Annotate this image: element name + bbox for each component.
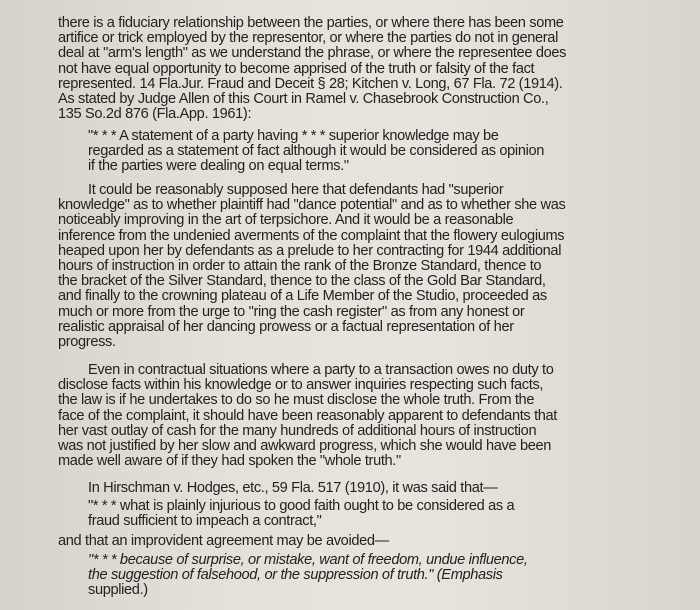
text-line: face of the complaint, it should have been reasonably apparent to defendants that [58,408,558,424]
text-line: deal at "arm's length" as we understand the phrase, or where the representee does [58,46,567,62]
paragraph-improvident-agreement [58,534,678,549]
text-line: supplied.) [88,583,148,599]
text-line: "* * * what is plainly injurious to good faith ought to be considered as a [88,499,515,514]
text-line: regarded as a statement of fact although it would be considered as opinion [88,144,545,160]
text-line: the suggestion of falsehood, or the suppression of truth." (Emphasis [88,568,503,584]
text-line: inference from the undenied averments of the complaint that the flowery eulogiums [58,228,565,244]
text-line: the bracket of the Silver Standard, thence to the class of the Gold Bar Standard, [58,274,546,290]
text-line: realistic appraisal of her dancing prowess or a factual representation of her [58,319,514,335]
block-quote-good-faith [88,499,643,529]
text-line: the law is if he undertakes to do so he must disclose the whole truth. From the [58,393,535,409]
text-line: disclose facts within his knowledge or to answer inquiries respecting such facts, [58,378,544,394]
text-line: 135 So.2d 876 (Fla.App. 1961): [58,107,252,123]
text-line: "* * * because of surprise, or mistake, want of freedom, undue influence, [88,553,528,568]
text-line: progress. [58,335,116,351]
text-line: not have equal opportunity to become apprised of the truth or falsity of the fact [58,61,535,77]
text-line: if the parties were dealing on equal terms." [88,159,349,175]
block-quote-surprise [88,553,643,599]
text-line: represented. 14 Fla.Jur. Fraud and Deceit § 28; Kitchen v. Long, 67 Fla. 72 (1914). [58,76,563,92]
text-line: "* * * A statement of a party having * * * superior knowledge may be [88,129,499,144]
text-line: hours of instruction in order to attain the rank of the Bronze Standard, thence to [58,259,542,275]
paragraph-contractual-situations [58,363,678,469]
text-line: fraud sufficient to impeach a contract," [88,514,322,530]
text-line: there is a fiduciary relationship between the parties, or where there has been some [58,16,564,31]
text-line: much or more from the urge to "ring the cash register" as from any honest or [58,304,525,320]
text-line: made well aware of if they had spoken the "whole truth." [58,454,401,470]
text-line: her vast outlay of cash for the many hundreds of additional hours of instruction [58,423,537,439]
paragraph-fiduciary [58,16,678,122]
text-line: knowledge" as to whether plaintiff had "dance potential" and as to whether she was [58,198,566,214]
block-quote-superior-knowledge [88,129,643,175]
text-line: As stated by Judge Allen of this Court in Ramel v. Chasebrook Construction Co., [58,92,549,108]
text-line: noticeably improving in the art of terpsichore. And it would be a reasonable [58,213,514,229]
paragraph-superior-knowledge [58,183,678,350]
text-line: artifice or trick employed by the representor, or where the parties do not in general [58,31,558,47]
text-line: and that an improvident agreement may be avoided— [58,534,389,549]
paragraph-hirschman [58,481,678,496]
text-line: In Hirschman v. Hodges, etc., 59 Fla. 517 (1910), it was said that— [88,481,498,496]
text-line: It could be reasonably supposed here that defendants had "superior [88,183,504,198]
text-line: heaped upon her by defendants as a prelude to her contracting for 1944 additional [58,243,562,259]
text-line: was not justified by her slow and awkward progress, which she would have been [58,439,552,455]
text-line: Even in contractual situations where a party to a transaction owes no duty to [88,363,554,378]
text-line: and finally to the crowning plateau of a Life Member of the Studio, proceeded as [58,289,547,305]
